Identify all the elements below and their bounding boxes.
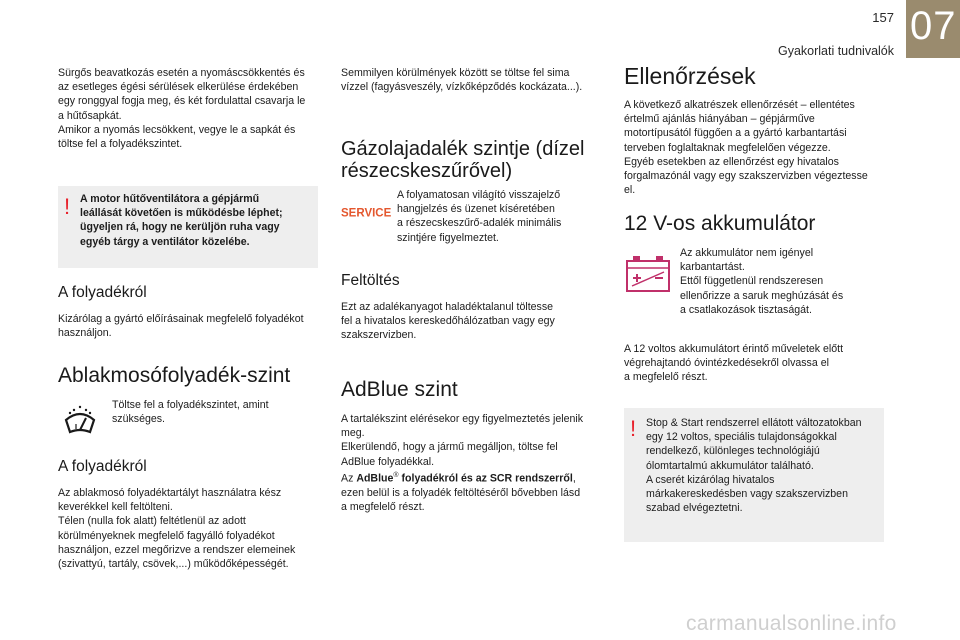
heading-battery: 12 V-os akkumulátor — [624, 212, 816, 235]
cooling-intro-text: Sürgős beavatkozás esetén a nyomáscsökkentés és az esetleges égési sérülések elkerülése érdekében egy ronggyal fogja meg, és két fordulattal csavarja le a hűtősapkát. Amikor a nyomás lecsökkent, vegye le a sapkát és töltse fel a folyadékszintet. — [58, 67, 306, 151]
fan-warning-box — [58, 186, 318, 268]
heading-refill: Feltöltés — [341, 272, 400, 289]
watermark: carmanualsonline.info — [686, 612, 897, 635]
stop-start-warning-box — [624, 408, 884, 542]
water-warning-text: Semmilyen körülmények között se töltse fel sima vízzel (fagyásveszély, vízkőképződés kockázata...). — [341, 67, 583, 94]
battery-icon — [624, 252, 672, 296]
stop-start-warning-text: Stop & Start rendszerrel ellátott változatokban egy 12 voltos, speciális tulajdonságokkal rendelkező, különleges technológiájú ólomtartalmú akkumulátor található. A cserét kizárólag hivatalos márkakereskedésben vagy szakszervizben szabad elvégeztetni. — [646, 417, 862, 515]
fan-warning-text: A motor hűtőventilátora a gépjármű leállását követően is működésbe léphet; ügyeljen rá, hogy ne kerüljön ruha vagy egyéb tárgy a ventilátor közelébe. — [80, 193, 283, 248]
section-title: Gyakorlati tudnivalók — [777, 44, 894, 58]
washer-level-text: Töltse fel a folyadékszintet, amint szükséges. — [112, 399, 269, 426]
heading-washer-level: Ablakmosófolyadék-szint — [58, 364, 291, 387]
fluid-1-text: Kizárólag a gyártó előírásainak megfelelő folyadékot használjon. — [58, 313, 304, 340]
warning-exclamation-icon: ! — [630, 416, 637, 441]
checks-text: A következő alkatrészek ellenőrzését – ellentétes értelmű ajánlás hiányában – gépjárműve motortípusától függően a a gyártó karbantartási terveben foglaltaknak megfelelően végezze. Egyéb esetekben az ellenőrzést egy hivatalos forgalmazónál vagy egy szakszervizben végeztesse el. — [624, 99, 868, 197]
heading-diesel-additive: Gázolajadalék szintje (dízel részecskeszűrővel) — [341, 138, 585, 182]
heading-fluid-2: A folyadékról — [58, 458, 147, 475]
adblue-text: A tartalékszint elérésekor egy figyelmeztetés jelenik meg. Elkerülendő, hogy a jármű megálljon, töltse fel AdBlue folyadékkal. Az AdBlue® folyadékról és az SCR rendszerről, ezen belül is a folyadék feltöltéséről bővebben lásd a megfelelő részt. — [341, 412, 611, 514]
windscreen-washer-icon — [60, 400, 100, 440]
diesel-additive-text: A folyamatosan világító visszajelző hangjelzés és üzenet kíséretében a részecskeszűrő-adalék minimális szintjére figyelmeztet. — [397, 189, 562, 244]
heading-adblue-level: AdBlue szint — [341, 378, 458, 401]
heading-fluid-1: A folyadékról — [58, 284, 147, 301]
fluid-2-text: Az ablakmosó folyadéktartályt használatra kész keverékkel kell feltölteni. Télen (nulla fok alatt) feltétlenül az adott körülményeknek megfelelő fagyálló folyadékot használjon, ezzel megőrizve a rendszer elemeinek (szivattyú, tartály, csövek,...) működőképességét. — [58, 487, 296, 571]
page-number: 157 — [872, 10, 894, 25]
battery-note-text: A 12 voltos akkumulátort érintő műveletek előtt végrehajtandó óvintézkedésekről olvassa el a megfelelő részt. — [624, 343, 844, 384]
svg-text:SERVICE: SERVICE — [341, 207, 392, 220]
refill-text: Ezt az adalékanyagot haladéktalanul töltesse fel a hivatalos kereskedőhálózatban vagy egy szakszervizben. — [341, 301, 555, 342]
battery-text: Az akkumulátor nem igényel karbantartást. Ettől függetlenül rendszeresen ellenőrizze a saruk meghúzását és a csatlakozások tisztaságát. — [680, 247, 844, 316]
heading-checks: Ellenőrzések — [624, 63, 756, 89]
service-warning-icon — [341, 204, 392, 220]
warning-exclamation-icon: ! — [64, 194, 71, 219]
adblue-reference: Az AdBlue® folyadékról és az SCR rendszerről, — [341, 471, 576, 485]
chapter-number: 07 — [910, 4, 957, 48]
chapter-tab — [906, 0, 960, 58]
